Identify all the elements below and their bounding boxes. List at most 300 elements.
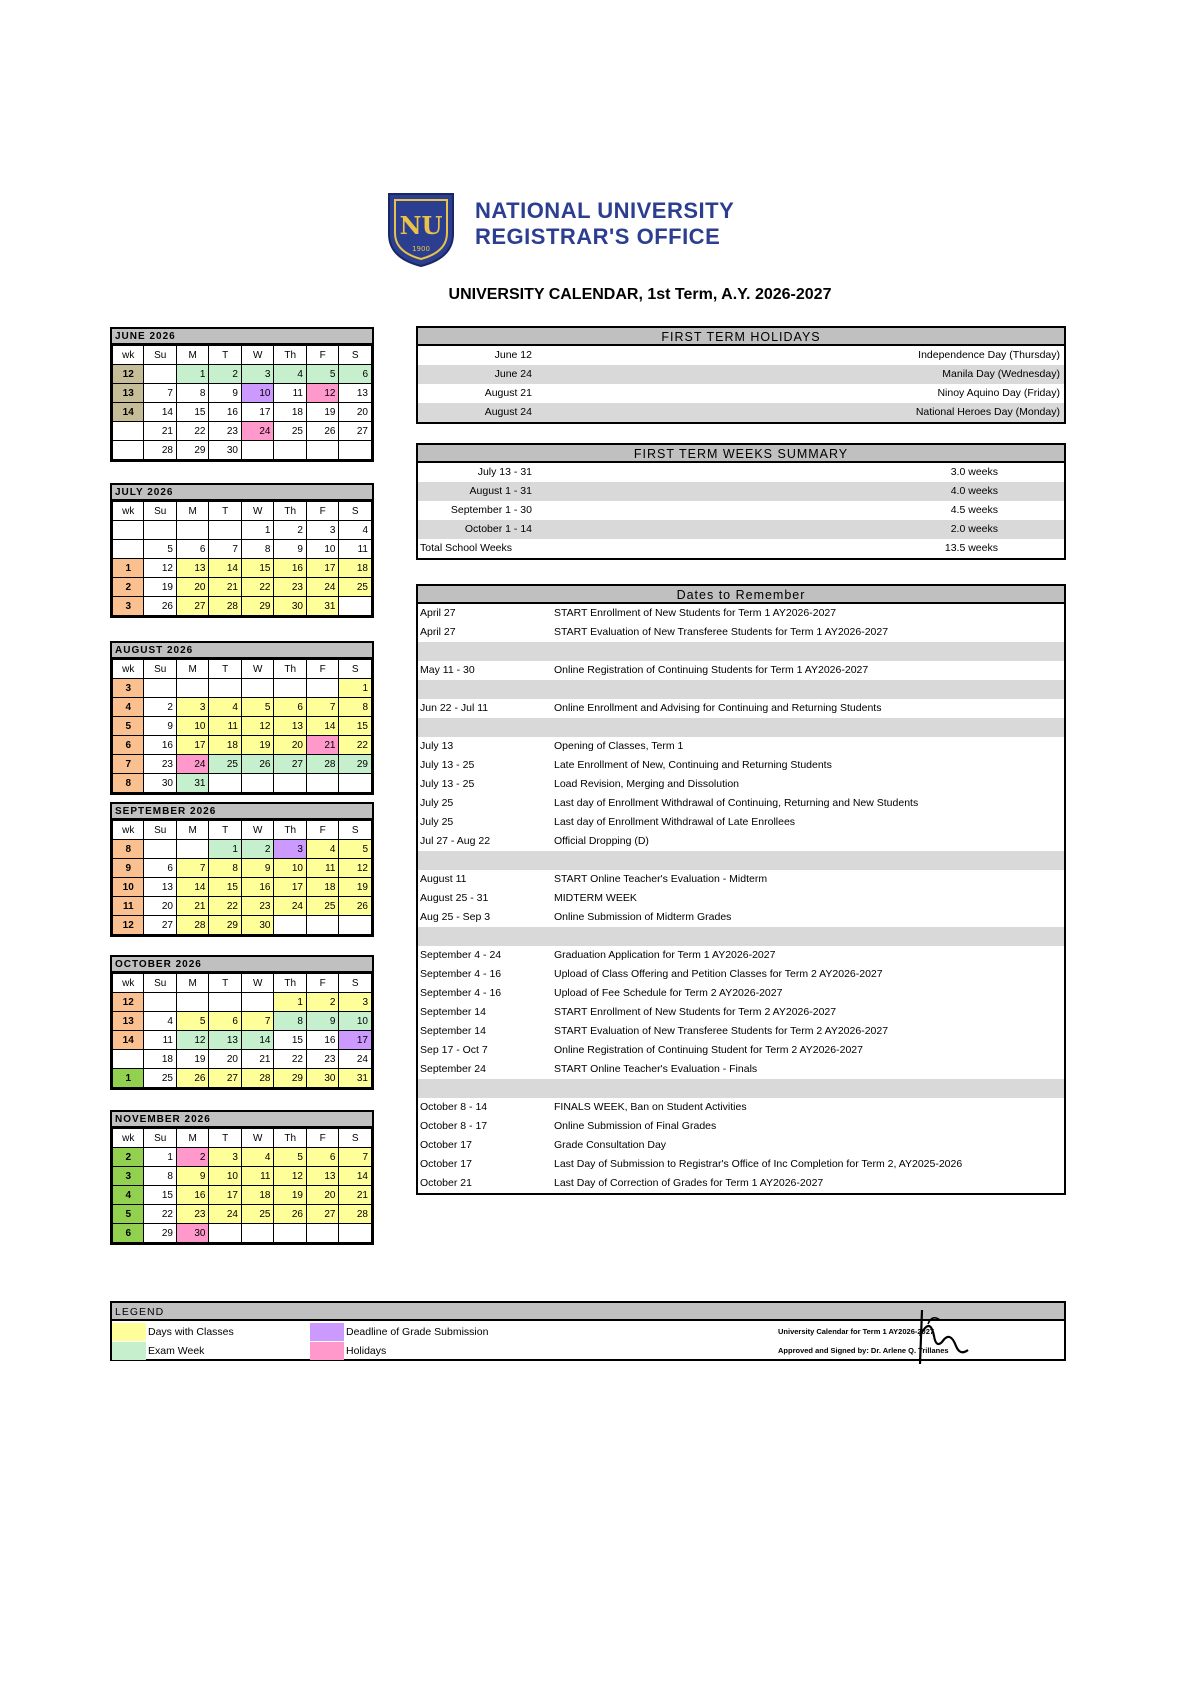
date-description: FINALS WEEK, Ban on Student Activities bbox=[554, 1101, 747, 1113]
approval-line-1: University Calendar for Term 1 AY2026-2027 bbox=[778, 1327, 935, 1336]
day-cell: 26 bbox=[241, 755, 274, 774]
date-label bbox=[418, 718, 554, 737]
date-row bbox=[418, 889, 1064, 908]
day-cell: 4 bbox=[274, 365, 307, 384]
date-row bbox=[418, 1022, 1064, 1041]
day-cell: 28 bbox=[339, 1205, 372, 1224]
day-cell: 22 bbox=[339, 736, 372, 755]
approval-line-2: Approved and Signed by: Dr. Arlene Q. Trillanes bbox=[778, 1346, 949, 1355]
day-header: S bbox=[339, 821, 372, 840]
week-row bbox=[113, 679, 372, 698]
week-row bbox=[113, 840, 372, 859]
date-description: START Evaluation of New Transferee Students for Term 2 AY2026-2027 bbox=[554, 1025, 889, 1037]
date-label bbox=[418, 680, 554, 699]
day-cell: 7 bbox=[339, 1148, 372, 1167]
week-row bbox=[113, 774, 372, 793]
day-cell: 21 bbox=[209, 578, 242, 597]
day-header: wk bbox=[113, 821, 144, 840]
day-cell: 21 bbox=[144, 422, 177, 441]
day-cell: 26 bbox=[274, 1205, 307, 1224]
day-header: T bbox=[209, 1129, 242, 1148]
date-description: START Online Teacher's Evaluation - Finals bbox=[554, 1063, 758, 1075]
date-row bbox=[418, 1117, 1064, 1136]
day-cell: 11 bbox=[209, 717, 242, 736]
week-row bbox=[113, 1148, 372, 1167]
day-cell: 8 bbox=[144, 1167, 177, 1186]
day-cell: 17 bbox=[176, 736, 209, 755]
day-cell: 12 bbox=[274, 1167, 307, 1186]
weeks-range: August 1 - 31 bbox=[469, 485, 532, 497]
day-cell: 20 bbox=[306, 1186, 339, 1205]
org-line-1: NATIONAL UNIVERSITY bbox=[475, 198, 735, 223]
date-row bbox=[418, 984, 1064, 1003]
week-row bbox=[113, 597, 372, 616]
day-cell bbox=[176, 840, 209, 859]
holiday-name: Ninoy Aquino Day (Friday) bbox=[937, 387, 1060, 399]
day-cell bbox=[241, 441, 274, 460]
day-cell bbox=[144, 679, 177, 698]
week-row bbox=[113, 717, 372, 736]
day-cell: 5 bbox=[144, 540, 177, 559]
day-header: W bbox=[241, 346, 274, 365]
date-row bbox=[418, 661, 1064, 680]
date-label: July 25 bbox=[420, 797, 454, 809]
day-cell: 12 bbox=[176, 1031, 209, 1050]
week-number: 2 bbox=[113, 1148, 144, 1167]
svg-text:NU: NU bbox=[399, 211, 443, 240]
day-cell bbox=[274, 774, 307, 793]
date-row bbox=[418, 1136, 1064, 1155]
day-cell: 11 bbox=[144, 1031, 177, 1050]
date-row bbox=[418, 965, 1064, 984]
day-cell: 18 bbox=[339, 559, 372, 578]
day-header: W bbox=[241, 660, 274, 679]
legend-label-holidays: Holidays bbox=[346, 1345, 387, 1357]
day-header: T bbox=[209, 821, 242, 840]
day-header: Th bbox=[274, 1129, 307, 1148]
day-header: Th bbox=[274, 502, 307, 521]
week-row bbox=[113, 755, 372, 774]
day-cell: 9 bbox=[274, 540, 307, 559]
week-row bbox=[113, 1012, 372, 1031]
weeks-range: September 1 - 30 bbox=[450, 504, 532, 516]
day-cell: 7 bbox=[209, 540, 242, 559]
day-cell: 19 bbox=[144, 578, 177, 597]
day-cell: 22 bbox=[241, 578, 274, 597]
day-cell: 12 bbox=[241, 717, 274, 736]
legend-label-deadline: Deadline of Grade Submission bbox=[346, 1326, 489, 1338]
day-header: W bbox=[241, 821, 274, 840]
day-cell: 5 bbox=[339, 840, 372, 859]
day-cell: 18 bbox=[241, 1186, 274, 1205]
date-row bbox=[418, 775, 1064, 794]
day-cell: 13 bbox=[209, 1031, 242, 1050]
day-cell: 11 bbox=[241, 1167, 274, 1186]
day-header: M bbox=[176, 821, 209, 840]
date-description bbox=[554, 927, 1064, 946]
day-cell: 24 bbox=[176, 755, 209, 774]
day-cell: 23 bbox=[176, 1205, 209, 1224]
day-cell: 31 bbox=[339, 1069, 372, 1088]
date-description: Online Enrollment and Advising for Continuing and Returning Students bbox=[554, 702, 882, 714]
day-cell: 7 bbox=[306, 698, 339, 717]
month-title: OCTOBER 2026 bbox=[112, 957, 372, 973]
day-header: S bbox=[339, 974, 372, 993]
day-cell: 29 bbox=[209, 916, 242, 935]
day-header: Th bbox=[274, 821, 307, 840]
day-cell bbox=[339, 597, 372, 616]
day-cell: 29 bbox=[176, 441, 209, 460]
week-number: 12 bbox=[113, 365, 144, 384]
day-cell: 27 bbox=[306, 1205, 339, 1224]
week-number bbox=[113, 1050, 144, 1069]
day-header: F bbox=[306, 1129, 339, 1148]
day-header: S bbox=[339, 1129, 372, 1148]
day-cell: 25 bbox=[144, 1069, 177, 1088]
separator-row bbox=[418, 642, 1064, 661]
day-cell: 29 bbox=[144, 1224, 177, 1243]
week-row bbox=[113, 878, 372, 897]
day-header: W bbox=[241, 974, 274, 993]
date-label: Aug 25 - Sep 3 bbox=[420, 911, 491, 923]
weeks-summary-row bbox=[418, 501, 1064, 520]
day-cell bbox=[306, 679, 339, 698]
day-cell: 15 bbox=[144, 1186, 177, 1205]
day-cell: 1 bbox=[144, 1148, 177, 1167]
day-cell: 2 bbox=[241, 840, 274, 859]
day-cell: 7 bbox=[144, 384, 177, 403]
day-header: wk bbox=[113, 502, 144, 521]
date-description: START Online Teacher's Evaluation - Midterm bbox=[554, 873, 768, 885]
day-cell: 19 bbox=[306, 403, 339, 422]
date-label: September 4 - 16 bbox=[420, 968, 502, 980]
day-cell: 23 bbox=[241, 897, 274, 916]
org-line-2: REGISTRAR'S OFFICE bbox=[475, 224, 721, 249]
week-row bbox=[113, 578, 372, 597]
day-cell: 6 bbox=[209, 1012, 242, 1031]
day-cell: 12 bbox=[306, 384, 339, 403]
week-number: 6 bbox=[113, 736, 144, 755]
day-cell: 25 bbox=[274, 422, 307, 441]
day-cell bbox=[339, 441, 372, 460]
date-row bbox=[418, 946, 1064, 965]
week-number bbox=[113, 422, 144, 441]
day-cell bbox=[209, 993, 242, 1012]
date-row bbox=[418, 604, 1064, 623]
date-description: Last Day of Correction of Grades for Term 1 AY2026-2027 bbox=[554, 1177, 824, 1189]
day-cell: 9 bbox=[144, 717, 177, 736]
month-calendar bbox=[110, 802, 374, 937]
separator-row bbox=[418, 718, 1064, 737]
day-cell: 15 bbox=[339, 717, 372, 736]
day-cell: 8 bbox=[274, 1012, 307, 1031]
week-row bbox=[113, 403, 372, 422]
day-cell: 29 bbox=[241, 597, 274, 616]
day-header: Th bbox=[274, 346, 307, 365]
week-row bbox=[113, 859, 372, 878]
day-cell: 10 bbox=[209, 1167, 242, 1186]
day-header: Su bbox=[144, 346, 177, 365]
day-cell: 1 bbox=[241, 521, 274, 540]
day-cell: 17 bbox=[241, 403, 274, 422]
day-cell: 15 bbox=[176, 403, 209, 422]
day-cell: 4 bbox=[209, 698, 242, 717]
week-number: 6 bbox=[113, 1224, 144, 1243]
day-cell: 10 bbox=[306, 540, 339, 559]
date-label: July 13 - 25 bbox=[420, 759, 475, 771]
legend-label-exam: Exam Week bbox=[148, 1345, 205, 1357]
day-cell: 28 bbox=[306, 755, 339, 774]
day-cell: 23 bbox=[274, 578, 307, 597]
month-title: JUNE 2026 bbox=[112, 329, 372, 345]
day-cell: 19 bbox=[274, 1186, 307, 1205]
day-cell: 24 bbox=[274, 897, 307, 916]
holiday-date: August 21 bbox=[484, 387, 532, 399]
day-cell bbox=[339, 916, 372, 935]
day-cell: 17 bbox=[306, 559, 339, 578]
day-header: Th bbox=[274, 660, 307, 679]
day-cell: 14 bbox=[176, 878, 209, 897]
day-cell bbox=[274, 1224, 307, 1243]
day-cell bbox=[241, 1224, 274, 1243]
day-header: Su bbox=[144, 974, 177, 993]
weeks-value: 4.5 weeks bbox=[950, 504, 998, 516]
date-row bbox=[418, 870, 1064, 889]
weeks-total-label: Total School Weeks bbox=[420, 542, 513, 554]
day-header: wk bbox=[113, 1129, 144, 1148]
day-cell bbox=[306, 1224, 339, 1243]
day-cell: 26 bbox=[306, 422, 339, 441]
week-number: 11 bbox=[113, 897, 144, 916]
page-title: UNIVERSITY CALENDAR, 1st Term, A.Y. 2026-2027 bbox=[448, 286, 832, 303]
week-row bbox=[113, 365, 372, 384]
month-calendar bbox=[110, 955, 374, 1090]
day-cell: 13 bbox=[339, 384, 372, 403]
day-cell: 23 bbox=[209, 422, 242, 441]
month-grid bbox=[112, 973, 372, 1088]
holiday-row bbox=[418, 346, 1064, 365]
day-header: M bbox=[176, 974, 209, 993]
day-cell: 30 bbox=[176, 1224, 209, 1243]
date-row bbox=[418, 908, 1064, 927]
date-description: Online Registration of Continuing Students for Term 1 AY2026-2027 bbox=[554, 664, 869, 676]
day-cell: 15 bbox=[241, 559, 274, 578]
day-cell: 6 bbox=[306, 1148, 339, 1167]
day-cell: 30 bbox=[306, 1069, 339, 1088]
legend-item-exam bbox=[112, 1342, 204, 1360]
separator-row bbox=[418, 927, 1064, 946]
date-label: October 8 - 14 bbox=[420, 1101, 488, 1113]
date-description: Last Day of Submission to Registrar's Office of Inc Completion for Term 2, AY2025-2026 bbox=[554, 1158, 963, 1170]
holiday-name: Manila Day (Wednesday) bbox=[942, 368, 1060, 380]
date-description: Upload of Fee Schedule for Term 2 AY2026-2027 bbox=[554, 987, 783, 999]
day-cell: 22 bbox=[209, 897, 242, 916]
date-label: September 4 - 24 bbox=[420, 949, 502, 961]
day-cell: 31 bbox=[306, 597, 339, 616]
month-calendar bbox=[110, 483, 374, 618]
day-cell: 24 bbox=[339, 1050, 372, 1069]
week-row bbox=[113, 1224, 372, 1243]
day-cell: 7 bbox=[176, 859, 209, 878]
day-cell: 22 bbox=[144, 1205, 177, 1224]
day-cell: 22 bbox=[176, 422, 209, 441]
day-cell bbox=[176, 993, 209, 1012]
day-cell: 3 bbox=[209, 1148, 242, 1167]
day-cell: 13 bbox=[144, 878, 177, 897]
day-cell: 18 bbox=[274, 403, 307, 422]
day-cell bbox=[209, 679, 242, 698]
day-header: M bbox=[176, 502, 209, 521]
day-cell: 3 bbox=[274, 840, 307, 859]
legend-item-classes bbox=[112, 1323, 234, 1341]
day-cell: 17 bbox=[274, 878, 307, 897]
day-header: F bbox=[306, 974, 339, 993]
day-cell: 20 bbox=[274, 736, 307, 755]
week-row bbox=[113, 736, 372, 755]
day-cell: 5 bbox=[241, 698, 274, 717]
date-row bbox=[418, 699, 1064, 718]
day-cell: 8 bbox=[241, 540, 274, 559]
date-row bbox=[418, 1098, 1064, 1117]
day-cell: 13 bbox=[274, 717, 307, 736]
day-header: W bbox=[241, 1129, 274, 1148]
date-label: October 21 bbox=[420, 1177, 472, 1189]
date-description: Opening of Classes, Term 1 bbox=[554, 740, 684, 752]
date-label: April 27 bbox=[420, 607, 456, 619]
date-row bbox=[418, 737, 1064, 756]
month-grid bbox=[112, 1128, 372, 1243]
day-header: wk bbox=[113, 974, 144, 993]
day-cell: 8 bbox=[209, 859, 242, 878]
weeks-summary-row bbox=[418, 463, 1064, 482]
week-number: 4 bbox=[113, 698, 144, 717]
day-cell: 10 bbox=[339, 1012, 372, 1031]
day-cell: 20 bbox=[176, 578, 209, 597]
date-row bbox=[418, 1041, 1064, 1060]
week-number: 9 bbox=[113, 859, 144, 878]
signature-icon bbox=[910, 1306, 980, 1368]
date-row bbox=[418, 1155, 1064, 1174]
month-grid bbox=[112, 501, 372, 616]
date-row bbox=[418, 1003, 1064, 1022]
day-cell: 5 bbox=[306, 365, 339, 384]
day-cell: 10 bbox=[241, 384, 274, 403]
day-cell: 9 bbox=[306, 1012, 339, 1031]
date-description: Online Submission of Final Grades bbox=[554, 1120, 717, 1132]
weeks-summary-panel bbox=[416, 443, 1066, 560]
day-cell: 16 bbox=[241, 878, 274, 897]
date-label: September 14 bbox=[420, 1006, 486, 1018]
day-cell: 14 bbox=[144, 403, 177, 422]
date-description bbox=[554, 642, 1064, 661]
holiday-name: Independence Day (Thursday) bbox=[918, 349, 1060, 361]
holidays-panel bbox=[416, 326, 1066, 424]
date-description: Late Enrollment of New, Continuing and Returning Students bbox=[554, 759, 832, 771]
day-cell: 24 bbox=[209, 1205, 242, 1224]
week-row bbox=[113, 698, 372, 717]
week-number: 5 bbox=[113, 1205, 144, 1224]
date-description bbox=[554, 1079, 1064, 1098]
day-header: S bbox=[339, 502, 372, 521]
week-row bbox=[113, 559, 372, 578]
day-cell: 29 bbox=[274, 1069, 307, 1088]
date-label: July 13 bbox=[420, 740, 454, 752]
date-row bbox=[418, 756, 1064, 775]
date-description: START Evaluation of New Transferee Students for Term 1 AY2026-2027 bbox=[554, 626, 889, 638]
day-cell: 2 bbox=[306, 993, 339, 1012]
day-cell: 13 bbox=[176, 559, 209, 578]
day-header: wk bbox=[113, 346, 144, 365]
day-cell bbox=[144, 365, 177, 384]
date-row bbox=[418, 623, 1064, 642]
date-description: START Enrollment of New Students for Term 2 AY2026-2027 bbox=[554, 1006, 837, 1018]
day-cell: 28 bbox=[241, 1069, 274, 1088]
day-cell: 21 bbox=[306, 736, 339, 755]
day-cell: 15 bbox=[274, 1031, 307, 1050]
weeks-summary-row bbox=[418, 520, 1064, 539]
date-description: Graduation Application for Term 1 AY2026-2027 bbox=[554, 949, 776, 961]
legend-title: LEGEND bbox=[112, 1303, 1064, 1321]
legend-swatch-classes bbox=[112, 1323, 146, 1341]
day-cell: 2 bbox=[176, 1148, 209, 1167]
day-cell: 3 bbox=[241, 365, 274, 384]
day-header: W bbox=[241, 502, 274, 521]
day-cell: 23 bbox=[306, 1050, 339, 1069]
date-description bbox=[554, 680, 1064, 699]
dates-to-remember-panel bbox=[416, 584, 1066, 1195]
week-number: 12 bbox=[113, 993, 144, 1012]
day-header: T bbox=[209, 346, 242, 365]
separator-row bbox=[418, 1079, 1064, 1098]
day-cell: 9 bbox=[241, 859, 274, 878]
day-cell: 10 bbox=[176, 717, 209, 736]
dates-to-remember-title: Dates to Remember bbox=[418, 586, 1064, 604]
month-title: NOVEMBER 2026 bbox=[112, 1112, 372, 1128]
weeks-summary-row bbox=[418, 482, 1064, 501]
weeks-range: July 13 - 31 bbox=[477, 466, 532, 478]
week-row bbox=[113, 1031, 372, 1050]
day-cell: 3 bbox=[306, 521, 339, 540]
date-label: October 17 bbox=[420, 1139, 472, 1151]
day-cell bbox=[306, 441, 339, 460]
month-calendar bbox=[110, 1110, 374, 1245]
day-cell: 28 bbox=[144, 441, 177, 460]
day-cell bbox=[209, 521, 242, 540]
date-description: Last day of Enrollment Withdrawal of Continuing, Returning and New Students bbox=[554, 797, 919, 809]
week-row bbox=[113, 1205, 372, 1224]
date-label: April 27 bbox=[420, 626, 456, 638]
date-description bbox=[554, 851, 1064, 870]
date-label: August 11 bbox=[420, 873, 467, 885]
date-label: July 25 bbox=[420, 816, 454, 828]
holiday-row bbox=[418, 384, 1064, 403]
day-cell bbox=[209, 774, 242, 793]
university-seal-icon bbox=[383, 188, 459, 268]
week-row bbox=[113, 384, 372, 403]
date-label: October 17 bbox=[420, 1158, 472, 1170]
day-cell: 21 bbox=[241, 1050, 274, 1069]
day-header: Su bbox=[144, 821, 177, 840]
day-cell bbox=[176, 521, 209, 540]
week-number: 14 bbox=[113, 1031, 144, 1050]
weeks-total-row bbox=[418, 539, 1064, 558]
day-cell: 30 bbox=[209, 441, 242, 460]
date-label bbox=[418, 851, 554, 870]
day-cell: 30 bbox=[274, 597, 307, 616]
day-cell: 4 bbox=[144, 1012, 177, 1031]
date-label: Sep 17 - Oct 7 bbox=[420, 1044, 488, 1056]
day-cell: 1 bbox=[274, 993, 307, 1012]
